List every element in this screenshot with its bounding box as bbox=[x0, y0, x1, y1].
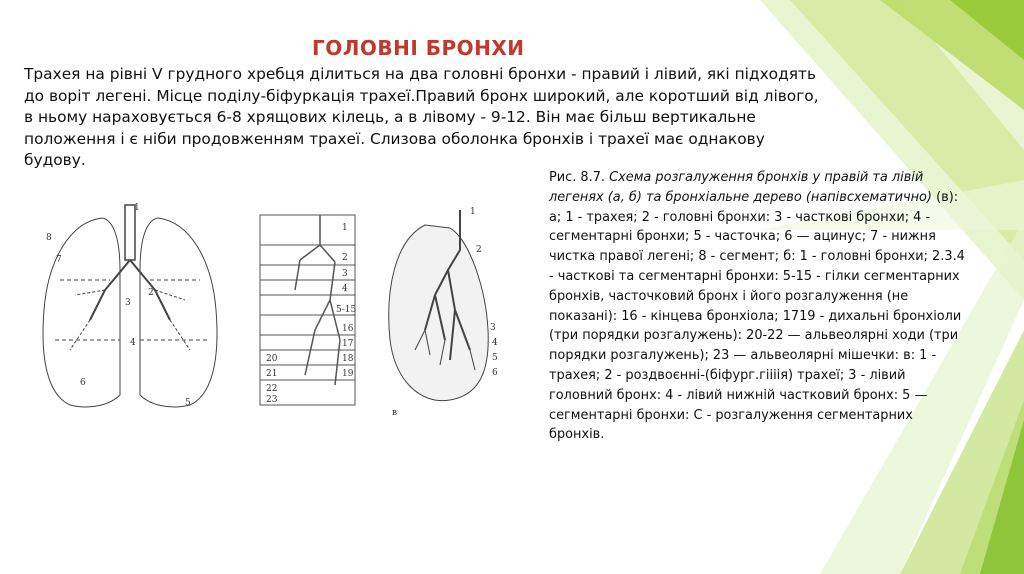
caption-prefix: Рис. 8.7. bbox=[549, 170, 610, 185]
panel-a-label: 1 bbox=[134, 203, 140, 213]
figure-panel-b bbox=[260, 215, 356, 405]
panel-b-label: 3 bbox=[342, 269, 348, 279]
figure-panel-a bbox=[43, 203, 217, 408]
slide-title: ГОЛОВНІ БРОНХИ bbox=[312, 36, 525, 60]
panel-b-label: 5-15 bbox=[336, 305, 357, 315]
panel-b-label: 23 bbox=[266, 395, 278, 405]
panel-b-label: 16 bbox=[342, 324, 354, 334]
panel-b-label: 20 bbox=[266, 354, 278, 364]
panel-c-label: 3 bbox=[490, 323, 496, 333]
bronchi-figure bbox=[30, 200, 530, 430]
panel-b-label: 4 bbox=[342, 284, 348, 294]
panel-c-label: 6 bbox=[492, 368, 498, 378]
panel-a-label: 7 bbox=[56, 255, 62, 265]
panel-a-label: 5 bbox=[185, 398, 191, 408]
body-paragraph: Трахея на рівні V грудного хребця ділиться на два головні бронхи - правий і лівий, які підходять до воріт легені. Місце поділу-біфуркація трахеї.Правий бронх широкий, але коротший від лівого, в ньому нараховується 6-8 хрящових кілець, а в лівому - 9-12. Він має більш вертикальне положення і є ніби продовженням трахеї. Слизова оболонка бронхів і трахеї має однакову будову. bbox=[24, 65, 819, 170]
panel-a-label: 6 bbox=[80, 378, 86, 388]
panel-b-label: 1 bbox=[342, 223, 348, 233]
panel-b-label: 18 bbox=[342, 354, 354, 364]
panel-b-label: 21 bbox=[266, 369, 278, 379]
caption-italic: Схема розгалуження бронхів у правій та лівій легенях (а, б) та бронхіальне дерево (напівсхематично) bbox=[549, 170, 932, 205]
figure-panel-c bbox=[389, 207, 498, 418]
panel-c-label: 4 bbox=[492, 338, 498, 348]
panel-c-label: в bbox=[392, 408, 398, 418]
figure-caption bbox=[549, 168, 969, 445]
panel-b-label: 17 bbox=[342, 339, 354, 349]
panel-b-label: 2 bbox=[342, 253, 348, 263]
panel-a-label: 2 bbox=[148, 288, 154, 298]
panel-a-label: 3 bbox=[125, 298, 131, 308]
panel-c-label: 2 bbox=[476, 245, 482, 255]
caption-text: (в): а; 1 - трахея; 2 - головні бронхи: 3 - часткові бронхи; 4 - сегментарні бронхи; 5 - часточка; 6 — ацинус; 7 - нижня чистка правої легені; 8 - сегмент; б: 1 - головні бронхи; 2.3.4 - часткові та сегментарні бронхи: 5-15 - гілки сегментарних бронхів, часточковий бронх і його розгалуження (не показані): 16 - кінцева бронхіола; 1719 - дихальні бронхіоли (три порядки розгалужень): 20-22 — альвеолярні ходи (три порядки розгалужень); 23 — альвеолярні мішечки: в: 1 - трахея; 2 - роздвоєнні-(біфург.гіііія) трахеї; 3 - лівий головний бронх: 4 - лівий нижній частковий бронх: 5 — сегментарні бронхи: С - розгалуження сегментарних бронхів. bbox=[549, 189, 965, 443]
panel-a-label: 4 bbox=[130, 338, 136, 348]
panel-c-label: 5 bbox=[492, 353, 498, 363]
panel-b-label: 19 bbox=[342, 369, 354, 379]
panel-b-label: 22 bbox=[266, 384, 278, 394]
panel-c-label: 1 bbox=[470, 207, 476, 217]
panel-a-label: 8 bbox=[46, 233, 52, 243]
body-text bbox=[24, 64, 824, 172]
